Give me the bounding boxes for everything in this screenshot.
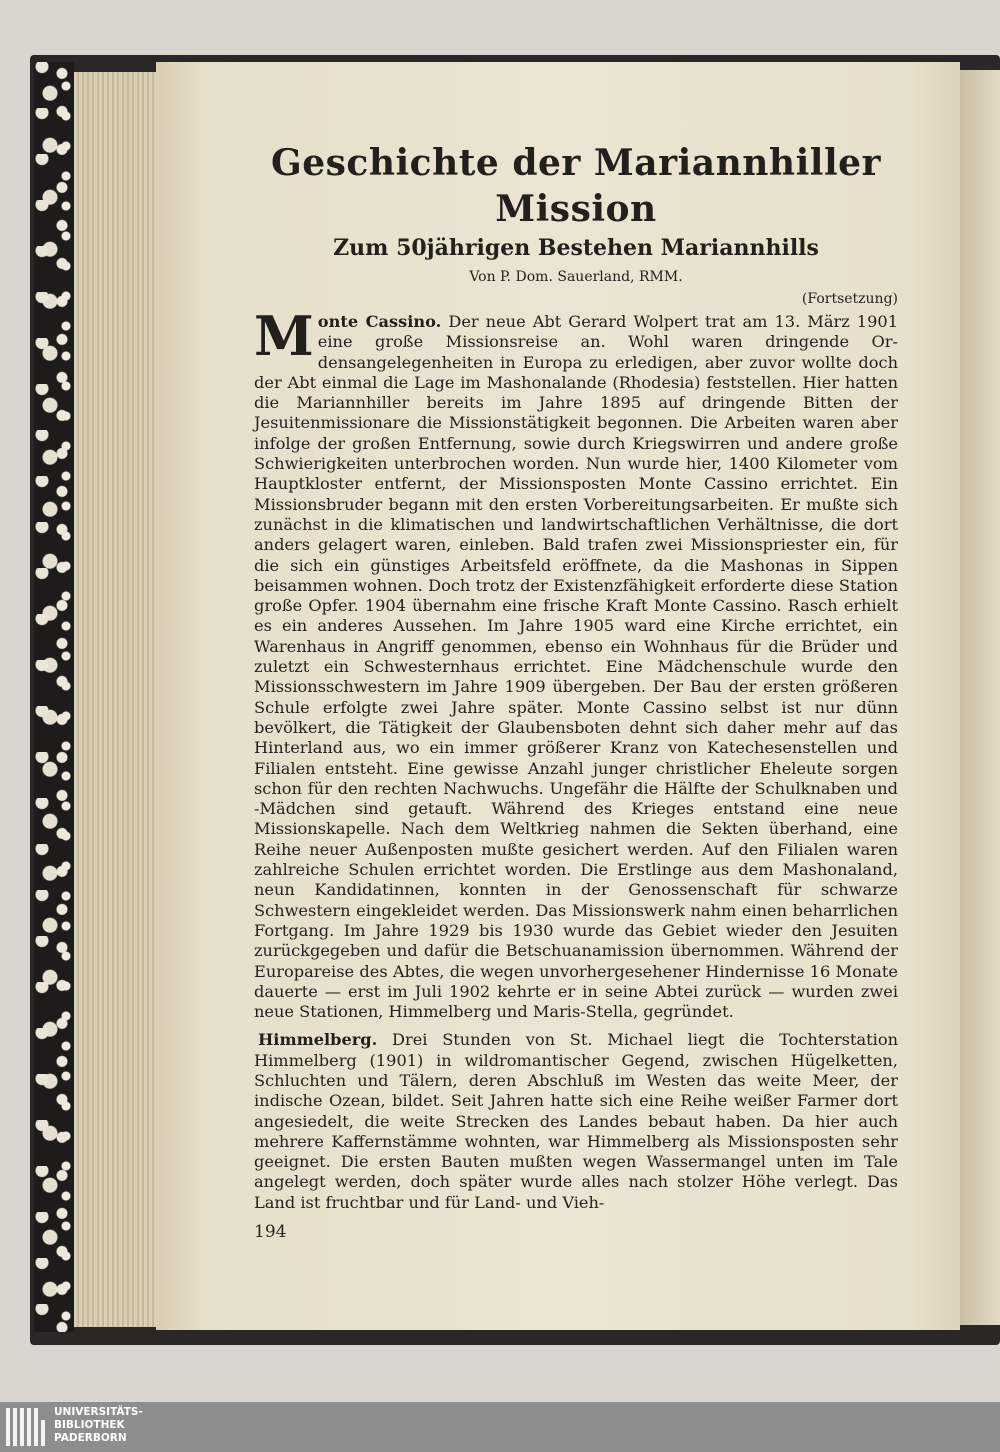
library-footer [0,1402,1000,1452]
library-name [54,1406,143,1445]
drop-cap: M [254,304,314,368]
page-edges [74,72,160,1327]
continuation-note: (Fortsetzung) [801,291,898,307]
paragraph-body: Drei Stunden von St. Michael liegt die Tochterstation Himmelberg (1901) in wildromantischer Gegend, zwischen Hügelketten, Schluchten und Tälern, deren Abschluß im Westen das weite Meer, der indische Ozean, bildet. Seit Jahren hatte sich eine Reihe weißer Farmer dort angesiedelt, die weite Strecken des Landes bebaut haben. Da hier auch mehrere Kaffernstämme wohnten, war Himmelberg als Missionsposten sehr geeignet. Die ersten Bauten mußten wegen Wassermangel unten im Tale angelegt werden, doch später wurde alles nach stolzer Höhe verlegt. Das Land ist fruchtbar und für Land- und Vieh- [254,1030,898,1212]
article-subtitle: Zum 50jährigen Bestehen Mariannhills [333,235,819,261]
library-name-line1: UNIVERSITÄTS- [54,1406,143,1418]
section-lead-monte-cassino: onte Cassino. [317,312,442,331]
library-logo-icon [6,1408,48,1446]
paragraph-body: Der neue Abt Gerard Wolpert trat am 13. März 1901 eine große Missionsreise an. Wohl waren dringende Ordensangelegenheiten in Europa zu erledigen, aber zuvor wollte doch der Abt einmal die Lage im Mashonalande (Rhodesia) feststellen. Hier hatten die Mariannhiller bereits im Jahre 1895 auf dringende Bitten der Jesuitenmissionare die Missionstätigkeit begonnen. Die Arbeiten waren aber infolge der großen Entfernung, sowie durch Kriegswirren und andere große Schwierigkeiten unterbrochen worden. Nun wurde hier, 1400 Kilometer vom Hauptkloster entfernt, der Missionsposten Monte Cassino errichtet. Ein Missionsbruder begann mit den ersten Vorbereitungsarbeiten. Er mußte sich zunächst in die klimatischen und landwirtschaftlichen Verhältnisse, die dort anders gelagert waren, einleben. Bald trafen zwei Missionspriester ein, für die sich ein günstiges Arbeitsfeld eröffnete, da die Mashonas in Sippen beisammen wohnen. Doch trotz der Existenzfähigkeit erforderte diese Station große Opfer. 1904 übernahm eine frische Kraft Monte Cassino. Rasch erhielt es ein anderes Aussehen. Im Jahre 1905 ward eine Kirche errichtet, ein Warenhaus in Angriff genommen, ebenso ein Wohnhaus für die Brüder und zuletzt ein Schwesternhaus errichtet. Eine Mädchenschule wurde den Missionsschwestern im Jahre 1909 übergeben. Der Bau der ersten größeren Schule erfolgte zwei Jahre später. Monte Cassino selbst ist nur dünn bevölkert, die Tätigkeit der Glaubensboten dehnt sich daher mehr auf das Hinterland aus, wo ein immer größerer Kranz von Katechesenstellen und Filialen entsteht. Eine gewisse Anzahl junger christlicher Eheleute sorgen schon für den rechten Nachwuchs. Ungefähr die Hälfte der Schulknaben und -Mädchen sind getauft. Während des Krieges entstand eine neue Missionskapelle. Nach dem Weltkrieg nahmen die Sekten überhand, eine Reihe neuer Außenposten mußte gesichert werden. Auf den Filialen waren zahlreiche Schulen errichtet worden. Die Erstlinge aus dem Mashonaland, neun Kandidatinnen, konnten in der Genossenschaft für schwarze Schwestern eingekleidet werden. Das Missionswerk nahm einen beharrlichen Fortgang. Im Jahre 1929 bis 1930 wurde das Gebiet wieder den Jesuiten zurückgegeben und dafür die Betschuanamission übernommen. Während der Europareise des Abtes, die wegen unvorhergesehener Hindernisse 16 Monate dauerte — erst im Juli 1902 kehrte er in seine Abtei zurück — wurden zwei neue Stationen, Himmelberg und Maris-Stella, gegründet. [254,312,898,1022]
facing-page-edge [960,70,1000,1325]
article [254,140,898,1213]
section-lead-himmelberg: Himmelberg. [258,1030,378,1050]
library-name-line3: PADERBORN [54,1432,127,1444]
marbled-cover [34,62,74,1332]
library-name-line2: BIBLIOTHEK [54,1419,125,1431]
article-title: Geschichte der Mariannhiller Mission [271,142,881,230]
page-number: 194 [254,1222,287,1242]
paragraph-monte-cassino [254,304,898,1022]
article-author: Von P. Dom. Sauerland, RMM. [469,269,683,285]
paragraph-himmelberg [254,1030,898,1213]
